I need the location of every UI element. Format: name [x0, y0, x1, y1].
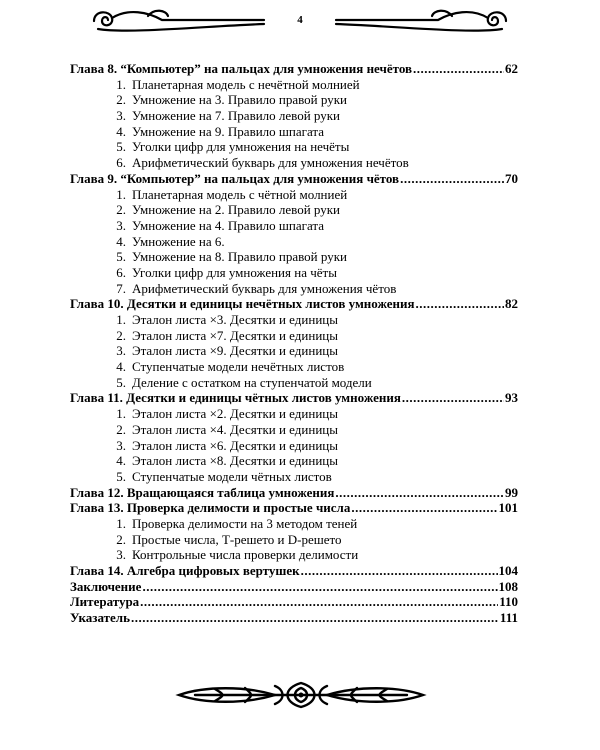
toc-chapter-entry — [70, 579, 518, 595]
table-of-contents — [70, 61, 518, 626]
toc-chapter-title: Литература — [70, 594, 140, 610]
toc-section-item — [70, 328, 518, 344]
toc-section-item — [70, 547, 518, 563]
toc-section-item — [70, 77, 518, 93]
toc-section-item — [70, 312, 518, 328]
toc-section-item — [70, 92, 518, 108]
toc-section-title: Умножение на 2. Правило левой руки — [132, 202, 341, 218]
toc-section-number: 6. — [116, 155, 126, 171]
toc-section-number: 1. — [116, 186, 126, 202]
toc-section-number: 2. — [116, 202, 126, 218]
toc-section-title: Планетарная модель с нечётной молнией — [132, 76, 360, 92]
toc-section-item — [70, 281, 518, 297]
toc-page-number: 104 — [498, 563, 518, 578]
toc-page-number: 108 — [498, 578, 518, 594]
toc-section-title: Эталон листа ×4. Десятки и единицы — [132, 421, 338, 437]
toc-section-title: Ступенчатые модели чётных листов — [132, 468, 332, 484]
toc-section-number: 1. — [116, 312, 126, 327]
toc-chapter-entry — [70, 563, 518, 579]
toc-section-item — [70, 343, 518, 359]
toc-section-title: Эталон листа ×8. Десятки и единицы — [132, 453, 338, 469]
toc-section-number: 1. — [116, 515, 126, 531]
dot-leader — [131, 610, 499, 626]
toc-section-item — [70, 108, 518, 124]
toc-page-number: 82 — [505, 296, 518, 312]
toc-section-number: 6. — [116, 264, 126, 280]
toc-section-number: 5. — [116, 468, 126, 484]
toc-section-title: Арифметический букварь для умножения нечётов — [132, 155, 409, 171]
toc-page-number: 111 — [499, 610, 518, 626]
toc-section-item — [70, 249, 518, 265]
toc-page-number: 110 — [499, 594, 518, 610]
toc-chapter-entry — [70, 61, 518, 77]
toc-section-item — [70, 124, 518, 140]
dot-leader — [416, 296, 504, 312]
dot-leader — [301, 563, 498, 579]
toc-section-number: 2. — [116, 421, 126, 437]
dot-leader — [400, 171, 504, 187]
toc-section-title: Эталон листа ×3. Десятки и единицы — [132, 312, 338, 327]
toc-chapter-entry — [70, 500, 518, 516]
toc-section-number: 2. — [116, 531, 126, 547]
toc-section-item — [70, 359, 518, 375]
toc-section-item — [70, 375, 518, 391]
toc-section-number: 2. — [116, 92, 126, 108]
toc-section-item — [70, 516, 518, 532]
toc-chapter-entry — [70, 594, 518, 610]
toc-section-item — [70, 155, 518, 171]
toc-chapter-title: Глава 8. “Компьютер” на пальцах для умножения нечётов — [70, 61, 413, 76]
toc-section-number: 3. — [116, 547, 126, 563]
dot-leader — [351, 500, 497, 516]
dot-leader — [140, 594, 498, 610]
toc-section-number: 1. — [116, 76, 126, 92]
toc-section-number: 3. — [116, 217, 126, 233]
toc-section-title: Умножение на 9. Правило шпагата — [132, 123, 325, 139]
toc-section-number: 1. — [116, 406, 126, 422]
toc-section-number: 2. — [116, 327, 126, 343]
toc-section-number: 7. — [116, 280, 126, 296]
toc-section-title: Простые числа, Т-решето и D-решето — [132, 531, 342, 547]
toc-section-title: Эталон листа ×2. Десятки и единицы — [132, 406, 338, 422]
toc-section-title: Ступенчатые модели нечётных листов — [132, 359, 345, 375]
toc-section-item — [70, 406, 518, 422]
toc-section-item — [70, 202, 518, 218]
page-number: 4 — [297, 14, 303, 26]
toc-section-item — [70, 453, 518, 469]
toc-page-number: 70 — [505, 170, 518, 186]
toc-chapter-title: Указатель — [70, 610, 130, 626]
toc-section-item — [70, 265, 518, 281]
footer-ornament — [175, 680, 427, 710]
toc-section-item — [70, 532, 518, 548]
toc-section-item — [70, 234, 518, 250]
toc-chapter-title: Глава 9. “Компьютер” на пальцах для умножения чётов — [70, 170, 400, 186]
toc-section-title: Деление с остатком на ступенчатой модели — [132, 374, 372, 390]
toc-section-title: Умножение на 3. Правило правой руки — [132, 92, 347, 108]
toc-section-title: Уголки цифр для умножения на чёты — [132, 264, 337, 280]
toc-section-number: 5. — [116, 249, 126, 265]
toc-chapter-title: Глава 11. Десятки и единицы чётных листов умножения — [70, 390, 401, 406]
toc-section-item — [70, 187, 518, 203]
toc-section-number: 4. — [116, 123, 126, 139]
toc-chapter-entry — [70, 610, 518, 626]
toc-section-title: Арифметический букварь для умножения чётов — [132, 280, 397, 296]
toc-page-number: 93 — [505, 390, 518, 406]
dot-leader — [142, 579, 497, 595]
toc-chapter-entry — [70, 390, 518, 406]
toc-chapter-title: Глава 12. Вращающаяся таблица умножения — [70, 484, 335, 500]
toc-section-number: 3. — [116, 108, 126, 124]
toc-section-title: Умножение на 8. Правило правой руки — [132, 249, 347, 265]
toc-section-item — [70, 422, 518, 438]
toc-section-item — [70, 469, 518, 485]
toc-section-number: 4. — [116, 453, 126, 469]
toc-section-item — [70, 438, 518, 454]
toc-section-title: Проверка делимости на 3 методом теней — [132, 515, 358, 531]
toc-page-number: 99 — [505, 484, 518, 500]
toc-page-number: 101 — [498, 500, 518, 516]
toc-section-item — [70, 218, 518, 234]
dot-leader — [335, 485, 504, 501]
toc-chapter-title: Заключение — [70, 578, 142, 594]
toc-section-title: Умножение на 4. Правило шпагата — [132, 217, 325, 233]
toc-chapter-entry — [70, 485, 518, 501]
dot-leader — [413, 61, 504, 77]
toc-section-title: Умножение на 6. — [132, 233, 225, 249]
toc-chapter-entry — [70, 171, 518, 187]
dot-leader — [402, 390, 504, 406]
toc-section-number: 3. — [116, 343, 126, 359]
toc-chapter-title: Глава 10. Десятки и единицы нечётных листов умножения — [70, 296, 415, 312]
toc-section-title: Эталон листа ×7. Десятки и единицы — [132, 327, 338, 343]
toc-section-number: 5. — [116, 374, 126, 390]
toc-section-number: 3. — [116, 437, 126, 453]
toc-section-title: Уголки цифр для умножения на нечёты — [132, 139, 350, 155]
toc-section-title: Умножение на 7. Правило левой руки — [132, 108, 341, 124]
toc-page-number: 62 — [505, 61, 518, 76]
toc-section-title: Планетарная модель с чётной молнией — [132, 186, 348, 202]
toc-section-number: 4. — [116, 359, 126, 375]
toc-chapter-entry — [70, 296, 518, 312]
toc-section-number: 4. — [116, 233, 126, 249]
toc-chapter-title: Глава 13. Проверка делимости и простые числа — [70, 500, 351, 516]
toc-section-item — [70, 139, 518, 155]
toc-section-number: 5. — [116, 139, 126, 155]
toc-section-title: Контрольные числа проверки делимости — [132, 547, 359, 563]
toc-chapter-title: Глава 14. Алгебра цифровых вертушек — [70, 563, 300, 578]
toc-section-title: Эталон листа ×9. Десятки и единицы — [132, 343, 338, 359]
toc-section-title: Эталон листа ×6. Десятки и единицы — [132, 437, 338, 453]
